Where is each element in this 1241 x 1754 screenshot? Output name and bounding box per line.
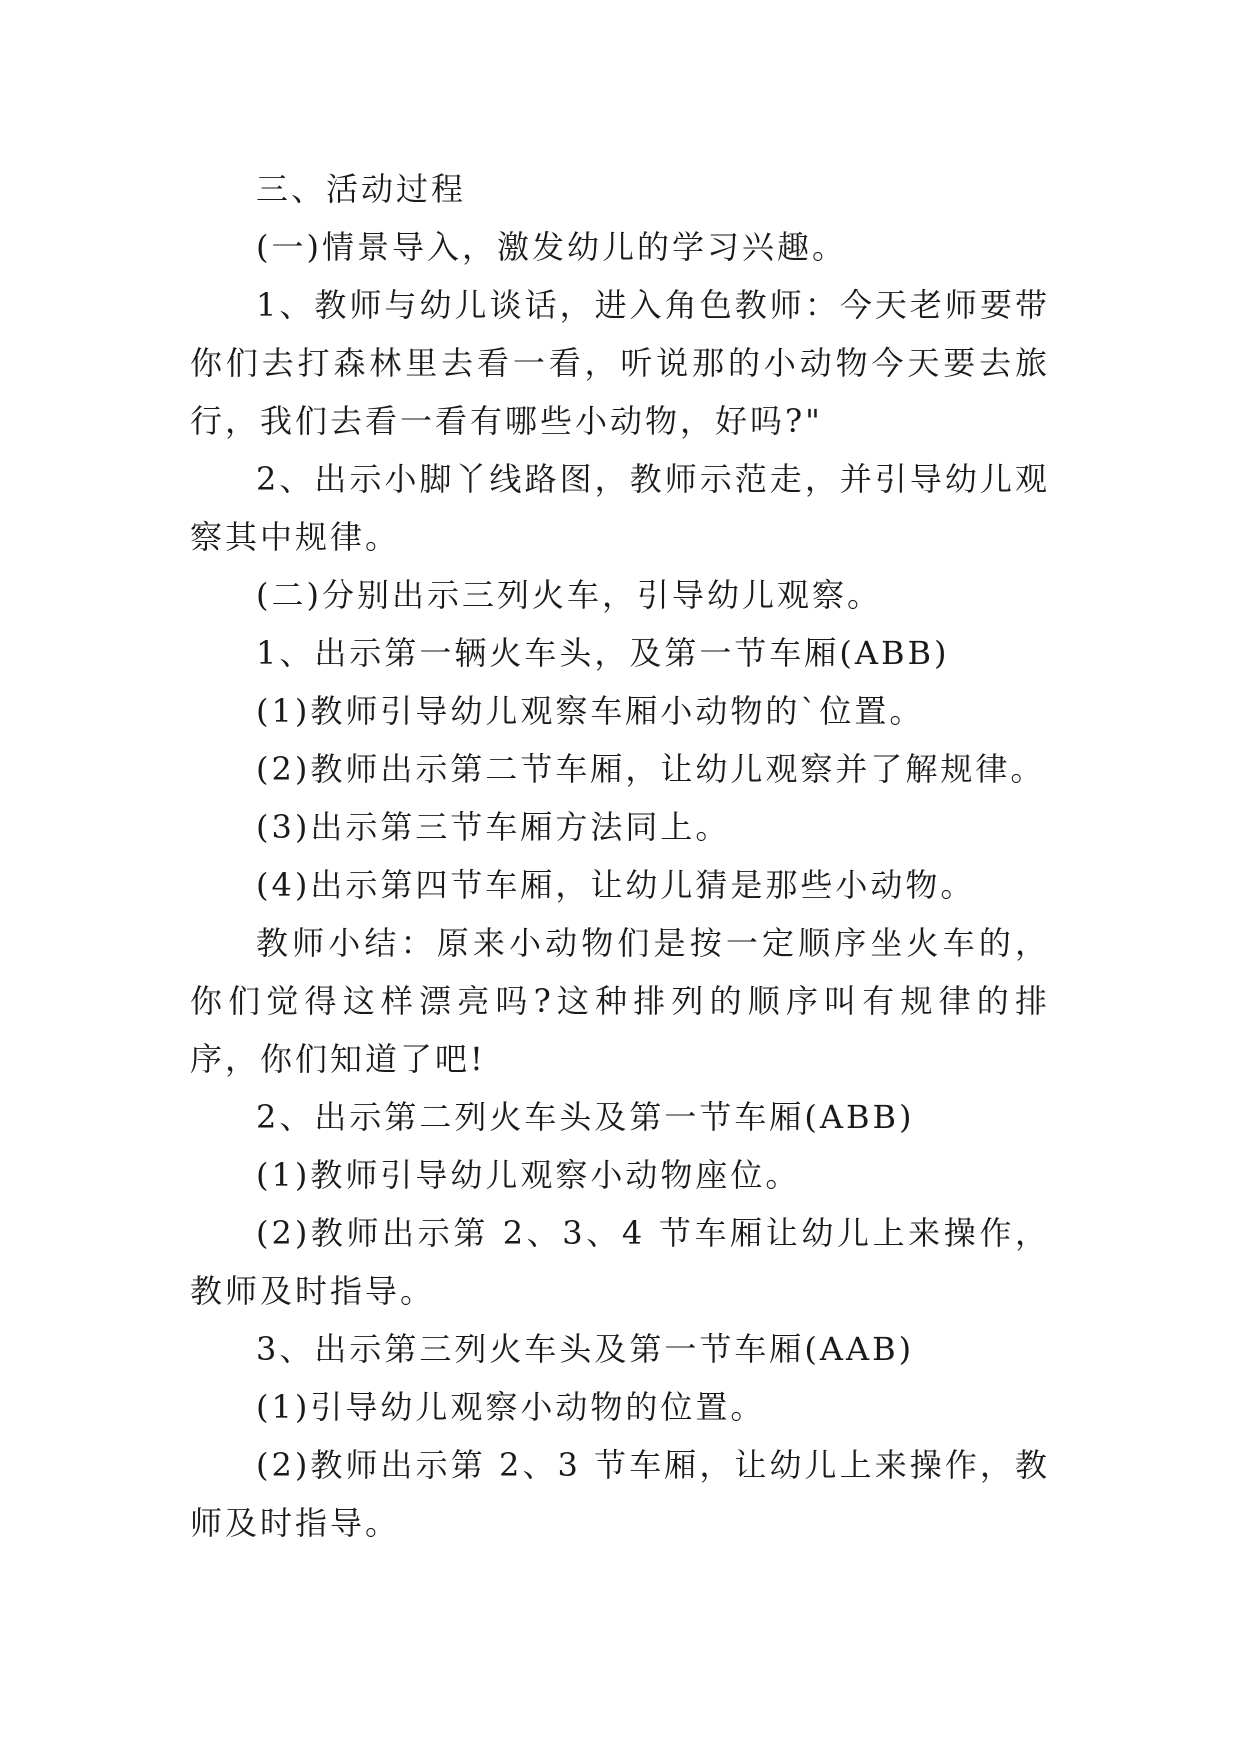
section-heading: 三、活动过程 [256, 170, 467, 208]
document-body [190, 160, 1050, 1552]
paragraph: (2)教师出示第 2、3、4 节车厢让幼儿上来操作，教师及时指导。 [190, 1214, 1050, 1310]
paragraph: 2、出示第二列火车头及第一节车厢(ABB) [256, 1098, 915, 1136]
paragraph: 1、教师与幼儿谈话，进入角色教师：今天老师要带你们去打森林里去看一看，听说那的小动物今天要去旅行，我们去看一看有哪些小动物，好吗?" [190, 286, 1050, 440]
subsection-heading: (一)情景导入，激发幼儿的学习兴趣。 [256, 228, 847, 266]
paragraph: (1)引导幼儿观察小动物的位置。 [256, 1388, 766, 1426]
subsection-heading: (二)分别出示三列火车，引导幼儿观察。 [256, 576, 882, 614]
paragraph: (4)出示第四节车厢，让幼儿猜是那些小动物。 [256, 866, 976, 904]
paragraph: (2)教师出示第二节车厢，让幼儿观察并了解规律。 [256, 750, 1046, 788]
paragraph: (1)教师引导幼儿观察车厢小动物的`位置。 [256, 692, 925, 730]
paragraph: (3)出示第三节车厢方法同上。 [256, 808, 731, 846]
summary-paragraph: 教师小结：原来小动物们是按一定顺序坐火车的，你们觉得这样漂亮吗?这种排列的顺序叫有规律的排序，你们知道了吧! [190, 924, 1050, 1078]
paragraph: 3、出示第三列火车头及第一节车厢(AAB) [256, 1330, 915, 1368]
paragraph: (1)教师引导幼儿观察小动物座位。 [256, 1156, 801, 1194]
paragraph: 2、出示小脚丫线路图，教师示范走，并引导幼儿观察其中规律。 [190, 460, 1050, 556]
paragraph: 1、出示第一辆火车头，及第一节车厢(ABB) [256, 634, 950, 672]
paragraph: (2)教师出示第 2、3 节车厢，让幼儿上来操作，教师及时指导。 [190, 1446, 1050, 1542]
